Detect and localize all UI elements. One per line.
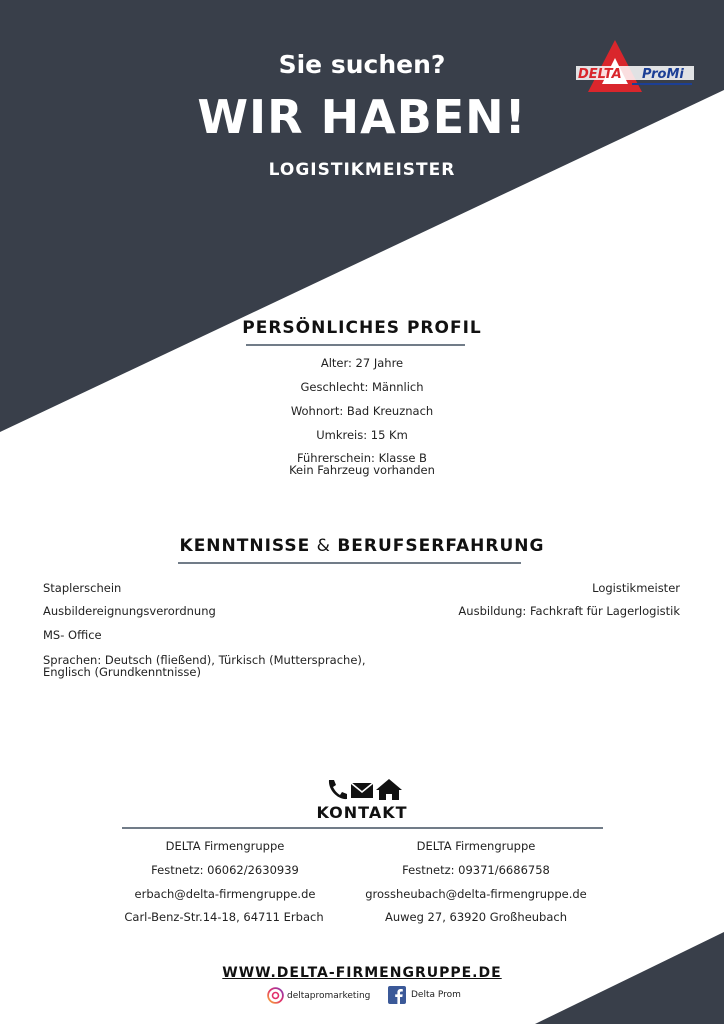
contact-icons <box>325 778 403 802</box>
profile-vehicle: Kein Fahrzeug vorhanden <box>289 463 435 477</box>
office1-phone: Festnetz: 06062/2630939 <box>151 863 299 877</box>
skills-heading-part1: KENNTNISSE <box>179 536 311 556</box>
profile-age: Alter: 27 Jahre <box>320 356 404 370</box>
profile-residence: Wohnort: Bad Kreuznach <box>290 404 434 418</box>
experience-training: Ausbildung: Fachkraft für Lagerlogistik <box>458 604 680 618</box>
skills-divider <box>178 562 521 564</box>
skills-heading-amp: & <box>310 536 338 556</box>
svg-text:DELTA: DELTA <box>578 67 622 82</box>
profile-gender: Geschlecht: Männlich <box>300 380 424 394</box>
profile-divider <box>246 344 465 346</box>
office2-name: DELTA Firmengruppe <box>416 839 536 853</box>
profile-radius: Umkreis: 15 Km <box>316 428 408 442</box>
office2-email: grossheubach@delta-firmengruppe.de <box>365 887 587 901</box>
office1-email: erbach@delta-firmengruppe.de <box>134 887 316 901</box>
office2-phone: Festnetz: 09371/6686758 <box>402 863 550 877</box>
facebook-name: Delta Prom <box>411 990 461 1000</box>
skill-languages-cont: Englisch (Grundkenntnisse) <box>43 665 201 679</box>
facebook-link[interactable] <box>388 986 461 1004</box>
office2-address: Auweg 27, 63920 Großheubach <box>384 910 568 924</box>
skill-ms-office: MS- Office <box>43 628 102 642</box>
hero-role: LOGISTIKMEISTER <box>268 160 456 180</box>
home-icon <box>376 779 402 800</box>
hero-title: WIR HABEN! <box>197 90 527 144</box>
contact-divider <box>122 827 603 829</box>
svg-text:ProMi: ProMi <box>642 67 684 82</box>
office1-name: DELTA Firmengruppe <box>165 839 285 853</box>
contact-heading: KONTAKT <box>316 803 408 822</box>
profile-heading: PERSÖNLICHES PROFIL <box>242 318 482 338</box>
mail-icon <box>351 783 373 798</box>
instagram-handle: deltapromarketing <box>287 990 371 1001</box>
instagram-icon <box>267 987 284 1004</box>
hero-subtitle: Sie suchen? <box>278 50 446 79</box>
skills-heading <box>0 536 724 556</box>
skill-trainer-cert: Ausbildereignungsverordnung <box>43 604 216 618</box>
skills-heading-part2: BERUFSERFAHRUNG <box>337 536 545 556</box>
facebook-icon <box>388 986 406 1004</box>
skill-languages: Sprachen: Deutsch (fließend), Türkisch (Muttersprache), <box>43 653 366 667</box>
skill-forklift: Staplerschein <box>43 581 122 595</box>
office1-address: Carl-Benz-Str.14-18, 64711 Erbach <box>124 910 324 924</box>
phone-icon <box>329 780 347 799</box>
profile-license: Führerschein: Klasse B <box>297 451 427 465</box>
website-link[interactable]: WWW.DELTA-FIRMENGRUPPE.DE <box>222 965 502 981</box>
delta-promi-logo <box>572 38 698 96</box>
experience-master: Logistikmeister <box>592 581 680 595</box>
instagram-link[interactable] <box>267 987 370 1004</box>
